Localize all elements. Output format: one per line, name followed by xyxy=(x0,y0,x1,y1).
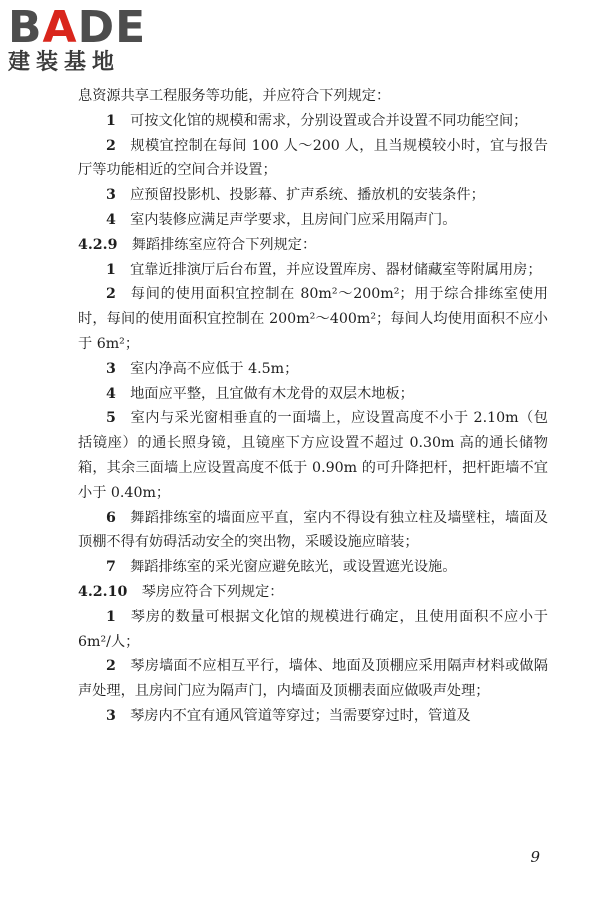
clause-number: 6 xyxy=(106,509,116,526)
clause-text: 舞蹈排练室的墙面应平直，室内不得设有独立柱及墙壁柱，墙面及顶棚不得有妨碍活动安全的突出物，采暖设施应暗装； xyxy=(78,509,548,551)
clause-item xyxy=(78,109,548,134)
clause-text: 室内与采光窗相垂直的一面墙上，应设置高度不小于 2.10m（包括镜座）的通长照身镜，且镜座下方应设置不超过 0.30m 高的通长储物箱，其余三面墙上应设置高度不低于 0.90m 的可升降把杆，把杆距墙不宜小于 0.40m； xyxy=(78,410,548,501)
clause-text: 应预留投影机、投影幕、扩声系统、播放机的安装条件； xyxy=(130,187,485,204)
clause-item xyxy=(78,406,548,505)
clause-text: 规模宜控制在每间 100 人～200 人，且当规模较小时，宜与报告厅等功能相近的空间合并设置； xyxy=(78,137,548,179)
page-number: 9 xyxy=(530,848,540,866)
clause-text: 琴房应符合下列规定： xyxy=(141,583,284,600)
clause-number: 4 xyxy=(106,211,116,228)
clause-text: 息资源共享工程服务等功能，并应符合下列规定： xyxy=(78,88,391,104)
bade-logo xyxy=(8,2,188,76)
clause-number: 4.2.10 xyxy=(78,583,128,600)
clause-item xyxy=(78,654,548,704)
document-body xyxy=(78,84,548,729)
clause-number: 3 xyxy=(106,187,116,204)
clause-number: 7 xyxy=(106,559,116,576)
clause-item xyxy=(78,605,548,655)
clause-text: 宜靠近排演厅后台布置，并应设置库房、器材储藏室等附属用房； xyxy=(130,261,542,278)
clause-text: 室内装修应满足声学要求，且房间门应采用隔声门。 xyxy=(130,211,457,228)
clause-number: 2 xyxy=(106,137,116,154)
clause-text: 琴房内不宜有通风管道等穿过；当需要穿过时，管道及 xyxy=(130,707,471,724)
clause-number: 5 xyxy=(106,410,116,427)
logo-wordmark: BADE xyxy=(8,2,147,53)
clause-number: 3 xyxy=(106,707,116,724)
clause-heading xyxy=(78,580,548,605)
clause-item xyxy=(78,183,548,208)
clause-text: 舞蹈排练室的采光窗应避免眩光，或设置遮光设施。 xyxy=(130,559,457,576)
clause-item xyxy=(78,282,548,356)
clause-number: 1 xyxy=(106,261,116,278)
clause-number: 1 xyxy=(106,112,116,129)
clause-number: 1 xyxy=(106,608,116,625)
clause-number: 4.2.9 xyxy=(78,236,118,253)
clause-item xyxy=(78,704,548,729)
clause-text: 每间的使用面积宜控制在 80m²～200m²；用于综合排练室使用时，每间的使用面积宜控制在 200m²～400m²；每间人均使用面积不应小于 6m²； xyxy=(78,286,548,352)
clause-number: 2 xyxy=(106,658,116,675)
clause-item xyxy=(78,258,548,283)
clause-text: 地面应平整，且宜做有木龙骨的双层木地板； xyxy=(130,385,414,402)
clause-item xyxy=(78,357,548,382)
clause-item xyxy=(78,208,548,233)
clause-heading xyxy=(78,84,548,109)
clause-number: 4 xyxy=(106,385,116,402)
clause-text: 琴房墙面不应相互平行，墙体、地面及顶棚应采用隔声材料或做隔声处理，且房间门应为隔声门，内墙面及顶棚表面应做吸声处理； xyxy=(78,658,548,700)
clause-text: 可按文化馆的规模和需求，分别设置或合并设置不同功能空间； xyxy=(130,112,528,129)
clause-text: 琴房的数量可根据文化馆的规模进行确定，且使用面积不应小于 6m²/人； xyxy=(78,608,548,650)
clause-item xyxy=(78,506,548,556)
clause-text: 室内净高不应低于 4.5m； xyxy=(130,360,299,377)
clause-heading xyxy=(78,233,548,258)
clause-item xyxy=(78,382,548,407)
clause-number: 2 xyxy=(106,286,116,303)
clause-number: 3 xyxy=(106,360,116,377)
clause-text: 舞蹈排练室应符合下列规定： xyxy=(131,236,317,253)
clause-item xyxy=(78,134,548,184)
logo-subtitle: 建装基地 xyxy=(8,50,121,75)
clause-item xyxy=(78,555,548,580)
